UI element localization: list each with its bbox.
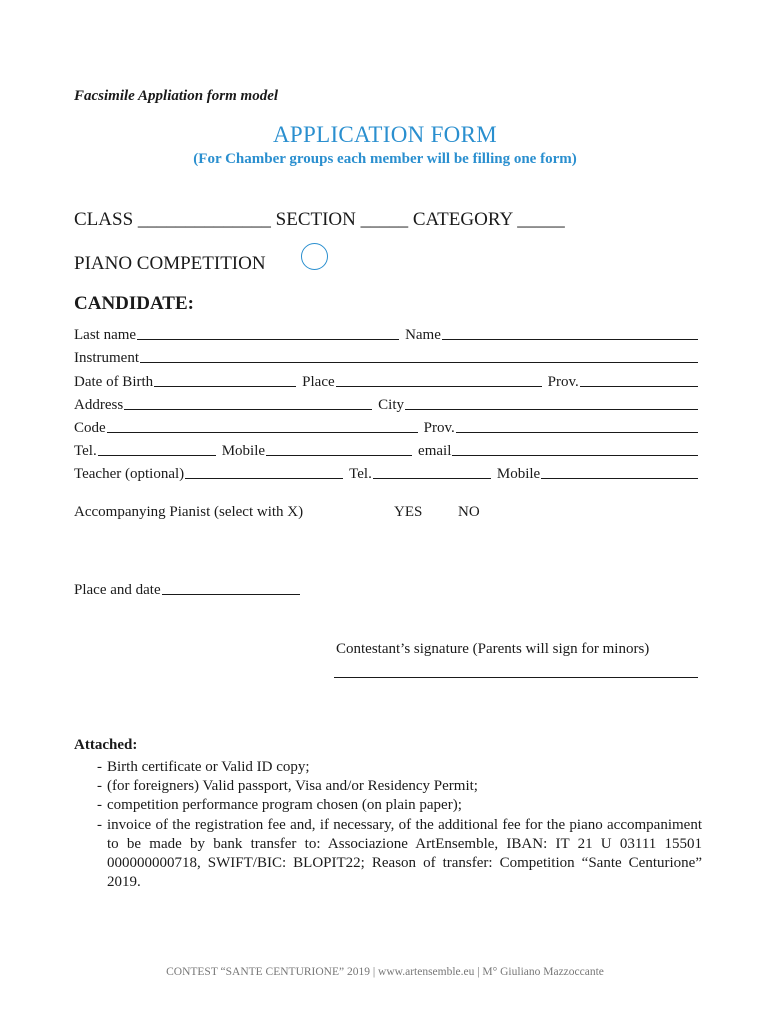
form-subtitle: (For Chamber groups each member will be filling one form) <box>193 151 577 167</box>
signature-label: Contestant’s signature (Parents will sign for minors) <box>336 641 650 657</box>
class-label: CLASS <box>74 209 134 230</box>
row-birth <box>74 367 698 390</box>
row-names <box>74 321 698 344</box>
attached-item: - invoice of the registration fee and, if necessary, of the additional fee for the piano accompaniment to be made by bank transfer to: Associazione ArtEnsemble, IBAN: IT 21 U 03111 15501 000000000718, SWIFT/BIC: BLOPIT22; Reason of transfer: Competition “Sante Centurione” 2019. <box>97 816 702 891</box>
attached-list <box>97 758 702 892</box>
prov2-field[interactable] <box>456 432 698 433</box>
attached-item: - (for foreigners) Valid passport, Visa and/or Residency Permit; <box>97 777 702 796</box>
attached-heading: Attached: <box>74 737 138 753</box>
attached-item: - Birth certificate or Valid ID copy; <box>97 758 702 777</box>
email-label: email <box>418 443 452 460</box>
place-and-date-label: Place and date <box>74 582 161 598</box>
piano-competition-label: PIANO COMPETITION <box>74 253 266 274</box>
signature-field[interactable] <box>334 677 698 678</box>
email-field[interactable] <box>452 455 698 456</box>
form-title: APPLICATION FORM <box>273 122 497 147</box>
instrument-field[interactable] <box>140 362 698 363</box>
city-field[interactable] <box>405 409 698 410</box>
accompanying-yes-option[interactable]: YES <box>394 504 423 520</box>
row-instrument <box>74 344 698 367</box>
teacher-tel-label: Tel. <box>349 466 372 483</box>
mobile-field[interactable] <box>266 455 412 456</box>
teacher-mobile-label: Mobile <box>496 466 541 483</box>
teacher-label: Teacher (optional) <box>74 466 185 483</box>
teacher-field[interactable] <box>185 478 343 479</box>
dash-bullet: - <box>97 816 102 833</box>
prov-field[interactable] <box>580 386 698 387</box>
section-blank[interactable]: _____ <box>360 209 409 230</box>
row-code <box>74 414 698 437</box>
place-and-date-field[interactable] <box>162 594 300 595</box>
place-and-date-row <box>74 582 300 599</box>
dash-bullet: - <box>97 759 102 775</box>
category-label: CATEGORY <box>412 209 513 230</box>
section-label: SECTION <box>275 209 356 230</box>
candidate-fields <box>74 321 698 483</box>
dash-bullet: - <box>97 778 102 795</box>
date-of-birth-field[interactable] <box>154 386 296 387</box>
city-label: City <box>378 396 405 413</box>
row-teacher <box>74 460 698 483</box>
prov2-label: Prov. <box>423 419 455 436</box>
row-address <box>74 391 698 414</box>
last-name-field[interactable] <box>137 339 399 340</box>
place-label: Place <box>302 373 335 390</box>
teacher-mobile-field[interactable] <box>541 478 698 479</box>
code-label: Code <box>74 419 106 436</box>
address-field[interactable] <box>124 409 372 410</box>
code-field[interactable] <box>107 432 418 433</box>
page-footer: CONTEST “SANTE CENTURIONE” 2019 | www.artensemble.eu | M° Giuliano Mazzoccante <box>166 966 604 978</box>
attached-item: - competition performance program chosen (on plain paper); <box>97 796 702 815</box>
place-field[interactable] <box>336 386 542 387</box>
instrument-label: Instrument <box>74 350 139 367</box>
dash-bullet: - <box>97 797 102 814</box>
name-label: Name <box>405 327 441 344</box>
name-field[interactable] <box>442 339 698 340</box>
address-label: Address <box>74 396 124 413</box>
candidate-heading: CANDIDATE: <box>74 293 194 314</box>
teacher-tel-field[interactable] <box>373 478 491 479</box>
facsimile-note: Facsimile Appliation form model <box>74 88 279 104</box>
class-blank[interactable]: ______________ <box>137 209 271 230</box>
mobile-label: Mobile <box>221 443 266 460</box>
last-name-label: Last name <box>74 327 137 344</box>
class-section-category-line <box>74 209 565 231</box>
accompanying-no-option[interactable]: NO <box>458 504 480 520</box>
piano-competition-checkbox[interactable] <box>301 243 328 270</box>
category-blank[interactable]: _____ <box>517 209 565 230</box>
tel-label: Tel. <box>74 443 97 460</box>
prov-label: Prov. <box>547 373 579 390</box>
row-contacts <box>74 437 698 460</box>
accompanying-pianist-label: Accompanying Pianist (select with X) <box>74 504 304 520</box>
tel-field[interactable] <box>98 455 216 456</box>
date-of-birth-label: Date of Birth <box>74 373 154 390</box>
